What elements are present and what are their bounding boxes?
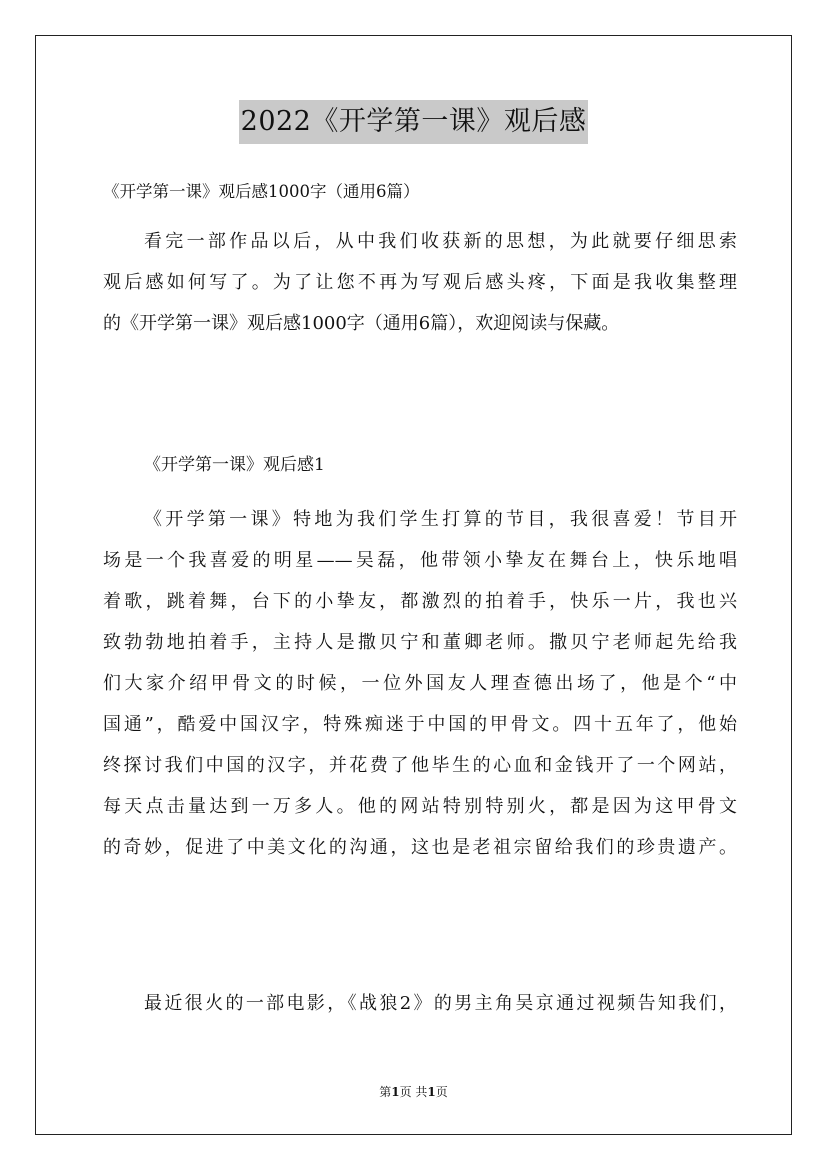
footer-mid: 页 共 (399, 1085, 428, 1099)
body-line: 国通”，酷爱中国汉字，特殊痴迷于中国的甲骨文。四十五年了，他始 (103, 714, 737, 735)
body-line: 致勃勃地拍着手，主持人是撒贝宁和董卿老师。撒贝宁老师起先给我 (103, 632, 737, 653)
intro-line: 的《开学第一课》观后感1000字（通用6篇），欢迎阅读与保藏。 (103, 313, 620, 334)
body-paragraph (103, 499, 737, 868)
intro-line: 看完一部作品以后，从中我们收获新的思想，为此就要仔细思索 (144, 231, 737, 252)
section-heading: 《开学第一课》观后感1 (144, 455, 325, 475)
body-line: 每天点击量达到一万多人。他的网站特别特别火，都是因为这甲骨文 (103, 796, 737, 817)
next-paragraph (103, 983, 737, 1024)
document-subtitle: 《开学第一课》观后感1000字（通用6篇） (103, 182, 420, 201)
body-line: 的奇妙，促进了中美文化的沟通，这也是老祖宗留给我们的珍贵遗产。 (103, 837, 737, 858)
intro-line: 观后感如何写了。为了让您不再为写观后感头疼，下面是我收集整理 (103, 272, 737, 293)
body-line: 终探讨我们中国的汉字，并花费了他毕生的心血和金钱开了一个网站， (103, 755, 737, 776)
title-container (0, 100, 827, 144)
footer-total-pages: 1 (427, 1085, 436, 1099)
document-title: 2022《开学第一课》观后感 (239, 100, 589, 144)
intro-paragraph (103, 221, 737, 344)
body-line: 场是一个我喜爱的明星——吴磊，他带领小挚友在舞台上，快乐地唱 (103, 550, 737, 571)
footer-prefix: 第 (379, 1085, 392, 1099)
page-footer (0, 1083, 827, 1101)
body-line: 《开学第一课》特地为我们学生打算的节目，我很喜爱！节目开 (144, 509, 737, 530)
body-line: 最近很火的一部电影，《战狼2》的男主角吴京通过视频告知我们， (144, 993, 737, 1014)
footer-current-page: 1 (391, 1085, 400, 1099)
body-line: 着歌，跳着舞，台下的小挚友，都激烈的拍着手，快乐一片，我也兴 (103, 591, 737, 612)
footer-suffix: 页 (435, 1085, 448, 1099)
body-line: 们大家介绍甲骨文的时候，一位外国友人理查德出场了，他是个“中 (103, 673, 737, 694)
